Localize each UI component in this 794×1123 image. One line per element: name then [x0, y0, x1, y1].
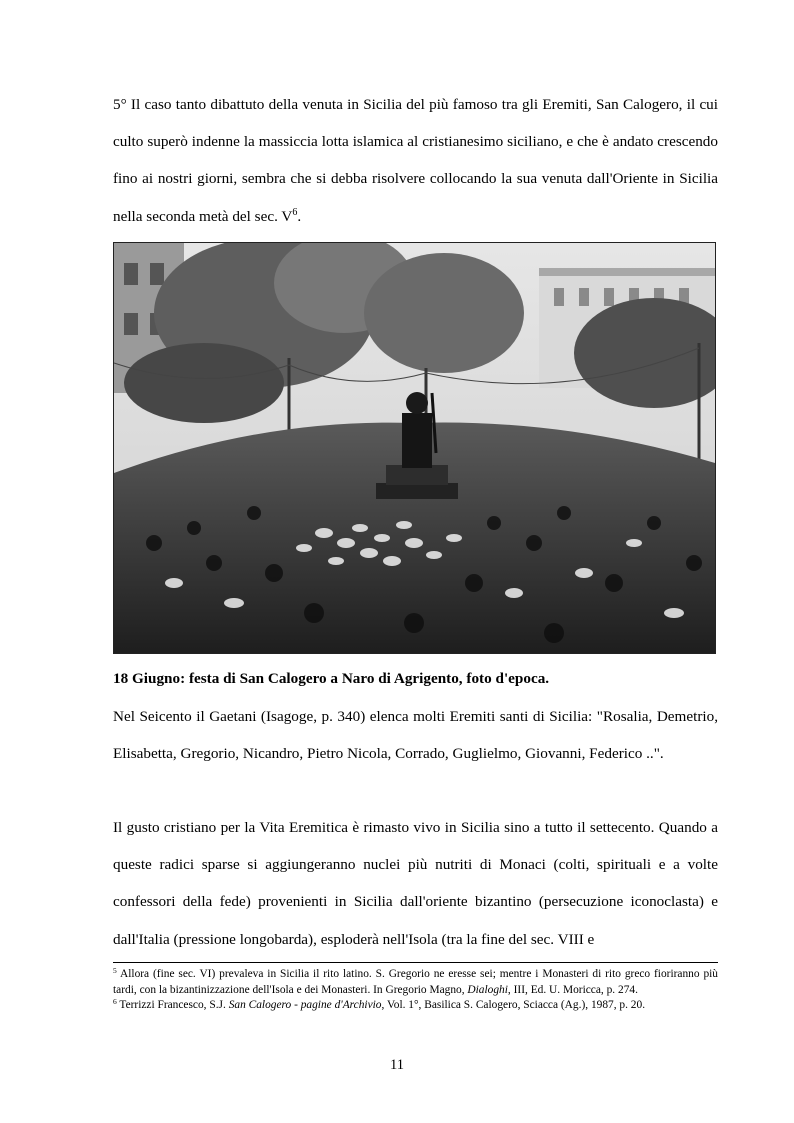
paragraph-san-calogero — [113, 86, 718, 235]
historic-procession-photo-icon — [114, 243, 715, 653]
footnote-ref-6[interactable]: 6 — [292, 206, 298, 218]
footnote-text: Allora (fine sec. VI) prevaleva in Sicilia il rito latino. S. Gregorio ne eresse sei; mentre i Monasteri di rito greco fioriranno più tardi, con la bizantinizzazione dell'Isola e dei Monasteri. In Gregorio Magno, — [113, 968, 718, 996]
footnote-title: Dialoghi — [467, 983, 508, 996]
footnote-text: , Vol. 1°, Basilica S. Calogero, Sciacca (Ag.), 1987, p. 20. — [381, 999, 646, 1012]
footnotes — [113, 967, 718, 1014]
paragraph-vita-eremitica: Il gusto cristiano per la Vita Eremitica è rimasto vivo in Sicilia sino a tutto il settecento. Quando a queste radici sparse si aggiungeranno nuclei più nutriti di Monaci (colti, spirituali e a volte confessori della fede) provenienti in Sicilia dall'oriente bizantino (persecuzione iconoclasta) e dall'Italia (pressione longobarda), esploderà nell'Isola (tra la fine del sec. VIII e — [113, 819, 718, 948]
paragraph-text: 5° Il caso tanto dibattuto della venuta in Sicilia del più famoso tra gli Eremiti, San Calogero, il cui culto superò indenne la massiccia lotta islamica al cristianesimo siciliano, e che è andato crescendo fino ai nostri giorni, sembra che si debba risolvere collocando la sua venuta dall'Oriente in Sicilia nella seconda metà del sec. V — [113, 96, 718, 225]
footnote-divider — [113, 962, 718, 963]
footnote-6 — [113, 998, 718, 1014]
page-number: 11 — [390, 1057, 404, 1073]
footnote-text: Terrizzi Francesco, S.J. — [119, 999, 229, 1012]
footnote-title: San Calogero - pagine d'Archivio — [228, 999, 382, 1012]
footnote-number: 5 — [113, 966, 117, 975]
footnote-number: 6 — [113, 997, 117, 1007]
paragraph-end: . — [297, 207, 302, 225]
procession-photo — [113, 242, 716, 654]
footnote-text: , III, Ed. U. Moricca, p. 274. — [507, 983, 638, 996]
paragraph-gaetani: Nel Seicento il Gaetani (Isagoge, p. 340) elenca molti Eremiti santi di Sicilia: "Rosalia, Demetrio, Elisabetta, Gregorio, Nicandro, Pietro Nicola, Corrado, Guglielmo, Giovanni, Federico ..". — [113, 708, 718, 763]
footnote-5 — [113, 967, 718, 998]
photo-caption: 18 Giugno: festa di San Calogero a Naro di Agrigento, foto d'epoca. — [113, 670, 550, 687]
